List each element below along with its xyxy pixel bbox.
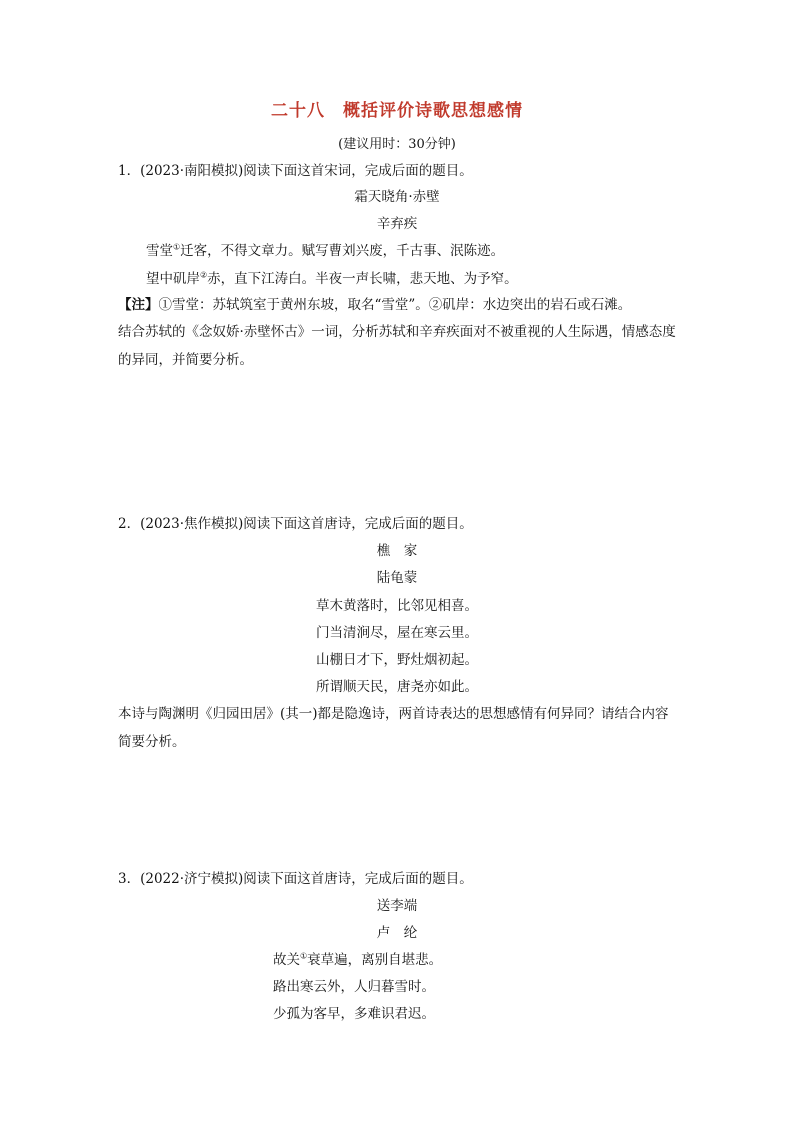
q3-poem-line: 路出寒云外，人归暮雪时。 xyxy=(273,979,435,995)
footnote-marker: ① xyxy=(300,951,308,961)
footnote-marker: ① xyxy=(173,242,181,252)
q2-poem-line: 草木黄落时，比邻见相喜。 xyxy=(316,598,478,614)
q1-question: 结合苏轼的《念奴娇·赤壁怀古》一词，分析苏轼和辛弃疾面对不被重视的人生际遇，情感态度的异同，并简要分析。 xyxy=(118,324,676,368)
q2-author: 陆龟蒙 xyxy=(376,570,418,586)
note-label: 【注】 xyxy=(118,297,159,313)
q2-poem-line: 门当清涧尽，屋在寒云里。 xyxy=(316,625,478,641)
q3-intro: 3．(2022·济宁模拟)阅读下面这首唐诗，完成后面的题目。 xyxy=(118,871,473,887)
q3-author: 卢 纶 xyxy=(376,925,418,941)
q1-poem-line-2: 望中矶岸②赤，直下江涛白。半夜一声长啸，悲天地、为予窄。 xyxy=(146,270,518,287)
q2-poem-title: 樵 家 xyxy=(376,543,418,559)
q3-poem-title: 送李端 xyxy=(376,898,418,914)
page-title: 二十八 概括评价诗歌思想感情 xyxy=(271,101,523,121)
q2-question: 本诗与陶渊明《归园田居》(其一)都是隐逸诗，两首诗表达的思想感情有何异同？请结合内容简要分析。 xyxy=(118,706,669,750)
q1-intro: 1．(2023·南阳模拟)阅读下面这首宋词，完成后面的题目。 xyxy=(118,163,473,179)
footnote-marker: ② xyxy=(200,270,208,280)
q1-author: 辛弃疾 xyxy=(376,216,418,232)
q2-poem-line: 山棚日才下，野灶烟初起。 xyxy=(316,652,478,668)
q2-poem-line: 所谓顺天民，唐尧亦如此。 xyxy=(316,679,478,695)
q1-note xyxy=(118,296,631,314)
q3-poem-line: 少孤为客早，多难识君迟。 xyxy=(273,1006,435,1022)
q3-poem-line: 故关①衰草遍，离别自堪悲。 xyxy=(273,951,443,968)
q1-poem-title: 霜天晓角·赤壁 xyxy=(354,189,440,205)
q2-intro: 2．(2023·焦作模拟)阅读下面这首唐诗，完成后面的题目。 xyxy=(118,516,473,532)
note-text: ①雪堂：苏轼筑室于黄州东坡，取名“雪堂”。②矶岸：水边突出的岩石或石滩。 xyxy=(158,297,632,313)
q1-poem-line-1: 雪堂①迁客，不得文章力。赋写曹刘兴废，千古事、泯陈迹。 xyxy=(146,242,505,259)
time-suggestion: (建议用时：30分钟) xyxy=(338,137,456,152)
